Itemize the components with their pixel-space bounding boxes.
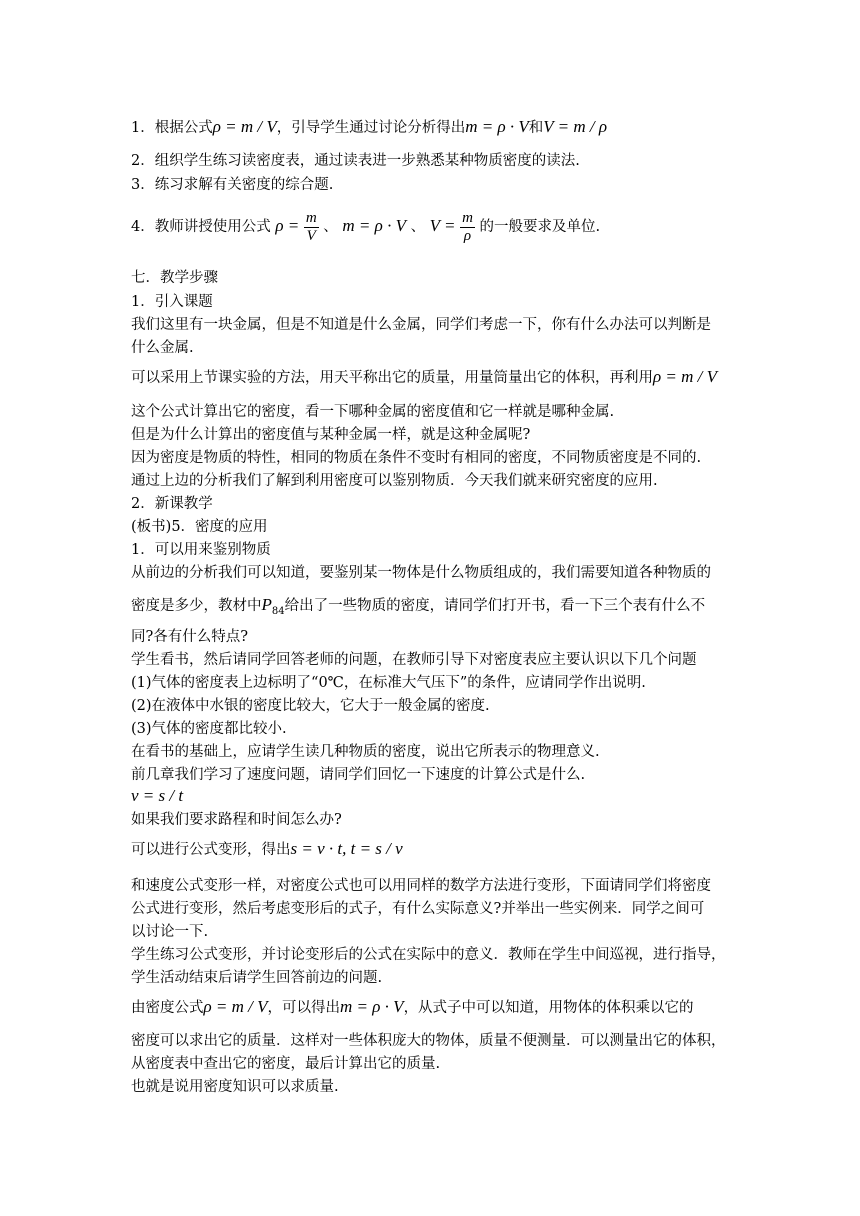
paragraph-line: 密度可以求出它的质量．这样对一些体积庞大的物体，质量不便测量．可以测量出它的体积， xyxy=(131,1033,726,1049)
paragraph-line xyxy=(131,368,717,387)
formula-distance-time: s = v · t, t = s / v xyxy=(290,839,403,858)
paragraph-line: 学生活动结束后请学生回答前边的问题. xyxy=(131,970,383,986)
paragraph-line: 什么金属. xyxy=(131,340,194,356)
paragraph-line: 也就是说用密度知识可以求质量. xyxy=(131,1079,339,1095)
paragraph-line: 学生看书，然后请同学回答老师的问题，在教师引导下对密度表应主要认识以下几个问题 xyxy=(131,652,697,668)
paragraph-line: 我们这里有一块金属，但是不知道是什么金属，同学们考虑一下，你有什么办法可以判断是 xyxy=(131,317,711,333)
denominator: V xyxy=(306,227,316,244)
formula-density: ρ = m / V xyxy=(203,997,268,1016)
separator: 、 xyxy=(410,219,426,235)
subsection-heading: 1．引入课题 xyxy=(131,294,213,310)
paragraph-line: 学生练习公式变形，并讨论变形后的公式在实际中的意义．教师在学生中间巡视，进行指导， xyxy=(131,947,726,963)
subsection-heading: 2．新课教学 xyxy=(131,496,213,512)
paragraph-line: 通过上边的分析我们了解到利用密度可以鉴别物质．今天我们就来研究密度的应用. xyxy=(131,473,658,489)
fraction-m-over-V xyxy=(304,210,319,245)
separator: 、 xyxy=(323,219,338,235)
page-number: 84 xyxy=(271,606,285,617)
paragraph-line: 从前边的分析我们可以知道，要鉴别某一物体是什么物质组成的，我们需要知道各种物质的 xyxy=(131,565,711,581)
objective-3: 3．练习求解有关密度的综合题. xyxy=(131,177,334,193)
paragraph-line: 同?各有什么特点? xyxy=(131,629,249,645)
objective-2: 2．组织学生练习读密度表，通过读表进一步熟悉某种物质密度的读法. xyxy=(131,153,580,169)
formula-lhs: ρ = xyxy=(275,216,300,235)
numerator: m xyxy=(462,209,473,226)
text: 的一般要求及单位. xyxy=(479,219,601,235)
fraction-m-over-rho xyxy=(460,210,475,245)
text: ，可以得出 xyxy=(267,1000,341,1016)
section-heading: 七．教学步骤 xyxy=(131,270,218,286)
paragraph-line: 公式进行变形，然后考虑变形后的式子，有什么实际意义?并举出一些实例来．同学之间可 xyxy=(131,901,705,917)
paragraph-line: 但是为什么计算出的密度值与某种金属一样，就是这种金属呢? xyxy=(131,427,531,443)
text: 可以采用上节课实验的方法，用天平称出它的质量，用量筒量出它的体积，再利用 xyxy=(131,370,653,386)
text: 1．根据公式 xyxy=(131,120,213,136)
board-note: (板书)5．密度的应用 xyxy=(131,519,268,535)
list-item: (2)在液体中水银的密度比较大，它大于一般金属的密度. xyxy=(131,698,490,714)
formula-lhs: V = xyxy=(429,216,456,235)
text: 密度是多少，教材中 xyxy=(131,598,262,614)
paragraph-line: 以讨论一下. xyxy=(131,924,209,940)
paragraph-line: 和速度公式变形一样，对密度公式也可以用同样的数学方法进行变形，下面请同学们将密度 xyxy=(131,878,711,894)
text: 4．教师讲授使用公式 xyxy=(131,219,271,235)
paragraph-line xyxy=(131,596,705,617)
formula-mass: m = ρ · V xyxy=(465,117,529,136)
text: ，从式子中可以知道，用物体的体积乘以它的 xyxy=(403,1000,694,1016)
text: ，引导学生通过讨论分析得出 xyxy=(276,120,466,136)
denominator: ρ xyxy=(463,227,472,244)
paragraph-line: 从密度表中查出它的密度，最后计算出它的质量. xyxy=(131,1056,441,1072)
list-item: (3)气体的密度都比较小. xyxy=(131,721,287,737)
subsection-heading: 1．可以用来鉴别物质 xyxy=(131,542,271,558)
formula-volume: V = m / ρ xyxy=(543,117,608,136)
text: 和 xyxy=(528,120,544,136)
formula-density: ρ = m / V xyxy=(653,367,718,386)
paragraph-line xyxy=(131,840,403,859)
objective-4 xyxy=(131,206,600,247)
list-item: (1)气体的密度表上边标明了“0℃，在标准大气压下”的条件，应请同学作出说明. xyxy=(131,675,646,691)
formula-speed: v = s / t xyxy=(131,786,184,805)
paragraph-line: 前几章我们学习了速度问题，请同学们回忆一下速度的计算公式是什么. xyxy=(131,767,586,783)
formula-mass: m = ρ · V xyxy=(342,216,406,235)
text: 可以进行公式变形，得出 xyxy=(131,842,291,858)
text: 由密度公式 xyxy=(131,1000,204,1016)
text: 给出了一些物质的密度，请同学们打开书，看一下三个表有什么不 xyxy=(284,598,706,614)
paragraph-line: 这个公式计算出它的密度，看一下哪种金属的密度值和它一样就是哪种金属. xyxy=(131,404,615,420)
paragraph-line: 因为密度是物质的特性，相同的物质在条件不变时有相同的密度，不同物质密度是不同的. xyxy=(131,450,702,466)
objective-1 xyxy=(131,118,607,137)
paragraph-line: 如果我们要求路程和时间怎么办? xyxy=(131,812,342,828)
formula-density: ρ = m / V xyxy=(212,117,277,136)
numerator: m xyxy=(305,209,317,226)
formula-mass: m = ρ · V xyxy=(340,997,404,1016)
paragraph-line xyxy=(131,998,694,1017)
paragraph-line: 在看书的基础上，应请学生读几种物质的密度，说出它所表示的物理意义. xyxy=(131,744,600,760)
page-ref: P xyxy=(261,595,272,614)
